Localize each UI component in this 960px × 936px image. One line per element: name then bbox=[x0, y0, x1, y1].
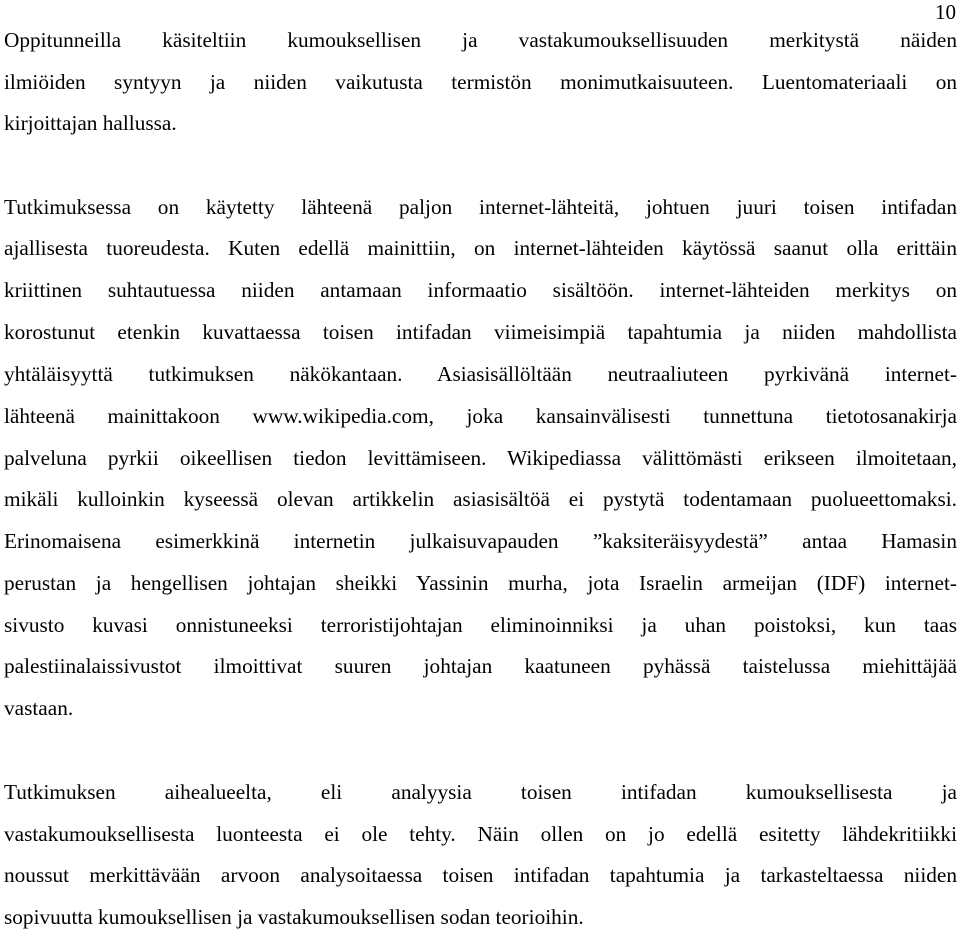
paragraph-line: korostunut etenkin kuvattaessa toisen intifadan viimeisimpiä tapahtumia ja niiden mahdollista bbox=[4, 320, 957, 344]
paragraph-line: Erinomaisena esimerkkinä internetin julkaisuvapauden ”kaksiteräisyydestä” antaa Hamasin bbox=[4, 529, 957, 553]
paragraph-line: mikäli kulloinkin kyseessä olevan artikkelin asiasisältöä ei pystytä todentamaan puolueettomaksi. bbox=[4, 487, 957, 511]
paragraph-line: sopivuutta kumouksellisen ja vastakumouksellisen sodan teorioihin. bbox=[4, 905, 584, 929]
paragraph-line: kriittinen suhtautuessa niiden antamaan informaatio sisältöön. internet-lähteiden merkitys on bbox=[4, 278, 957, 302]
paragraph-line: sivusto kuvasi onnistuneeksi terroristijohtajan eliminoinniksi ja uhan poistoksi, kun taas bbox=[4, 613, 957, 637]
paragraph-line: kirjoittajan hallussa. bbox=[4, 111, 177, 135]
paragraph-line: vastaan. bbox=[4, 696, 74, 720]
paragraph-line: noussut merkittävään arvoon analysoitaessa toisen intifadan tapahtumia ja tarkasteltaessa niiden bbox=[4, 863, 957, 887]
paragraph-line: palestiinalaissivustot ilmoittivat suuren johtajan kaatuneen pyhässä taistelussa miehittäjää bbox=[4, 654, 957, 678]
page-number: 10 bbox=[935, 0, 956, 24]
paragraph-line: ajallisesta tuoreudesta. Kuten edellä mainittiin, on internet-lähteiden käytössä saanut olla erittäin bbox=[4, 236, 957, 260]
paragraph-line: lähteenä mainittakoon www.wikipedia.com, joka kansainvälisesti tunnettuna tietotosanakirja bbox=[4, 404, 957, 428]
paragraph-line: perustan ja hengellisen johtajan sheikki Yassinin murha, jota Israelin armeijan (IDF) internet- bbox=[4, 571, 957, 595]
paragraph-line: vastakumouksellisesta luonteesta ei ole tehty. Näin ollen on jo edellä esitetty lähdekritiikki bbox=[4, 822, 957, 846]
paragraph-line: Tutkimuksen aihealueelta, eli analyysia toisen intifadan kumouksellisesta ja bbox=[4, 780, 957, 804]
paragraph-line: yhtäläisyyttä tutkimuksen näkökantaan. Asiasisällöltään neutraaliuteen pyrkivänä internet- bbox=[4, 362, 957, 386]
paragraph-line: Oppitunneilla käsiteltiin kumouksellisen ja vastakumouksellisuuden merkitystä näiden bbox=[4, 28, 957, 52]
paragraph-line: ilmiöiden syntyyn ja niiden vaikutusta termistön monimutkaisuuteen. Luentomateriaali on bbox=[4, 70, 957, 94]
paragraph-line: Tutkimuksessa on käytetty lähteenä paljon internet-lähteitä, johtuen juuri toisen intifadan bbox=[4, 195, 957, 219]
paragraph-line: palveluna pyrkii oikeellisen tiedon levittämiseen. Wikipediassa välittömästi erikseen ilmoitetaan, bbox=[4, 446, 957, 470]
